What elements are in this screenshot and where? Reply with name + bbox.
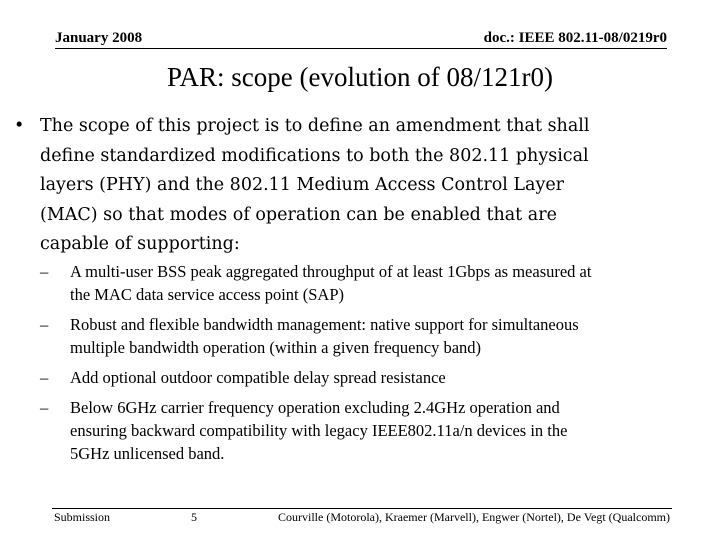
- sub-bullet-marker: –: [40, 315, 49, 334]
- sub-bullet-text: Below 6GHz carrier frequency operation excluding 2.4GHz operation and ensuring backward compatibility with legacy IEEE802.11a/n devices in the 5GHz unlicensed band.: [70, 398, 568, 463]
- footer-submission-label: Submission: [54, 510, 111, 524]
- main-bullet-text: The scope of this project is to define an amendment that shall define standardized modifications to both the 802.11 physical layers (PHY) and the 802.11 Medium Access Control Layer (MAC) so that modes of operation can be enabled that are capable of supporting:: [40, 116, 590, 254]
- sub-bullet: [40, 260, 710, 306]
- slide-title: PAR: scope (evolution of 08/121r0): [167, 62, 553, 92]
- header-date: January 2008: [55, 30, 143, 46]
- sub-bullet-text: Add optional outdoor compatible delay spread resistance: [70, 368, 446, 387]
- sub-bullet: [40, 396, 710, 465]
- sub-bullet: [40, 366, 710, 389]
- sub-bullet: [40, 313, 710, 359]
- bullet-marker: •: [14, 116, 25, 136]
- header-doc-id: doc.: IEEE 802.11-08/0219r0: [483, 30, 667, 46]
- sub-bullet-list: [40, 260, 710, 472]
- sub-bullet-marker: –: [40, 398, 49, 417]
- sub-bullet-marker: –: [40, 368, 49, 387]
- sub-bullet-text: A multi-user BSS peak aggregated throughput of at least 1Gbps as measured at the MAC data service access point (SAP): [70, 262, 592, 304]
- sub-bullet-marker: –: [40, 262, 49, 281]
- slide-header: [55, 28, 667, 49]
- slide-footer: [52, 508, 672, 527]
- sub-bullet-text: Robust and flexible bandwidth management: native support for simultaneous multiple bandwidth operation (within a given frequency band): [70, 315, 579, 357]
- main-bullet: [14, 112, 704, 260]
- footer-page-number: 5: [191, 510, 197, 524]
- footer-authors: Courville (Motorola), Kraemer (Marvell), Engwer (Nortel), De Vegt (Qualcomm): [278, 510, 670, 524]
